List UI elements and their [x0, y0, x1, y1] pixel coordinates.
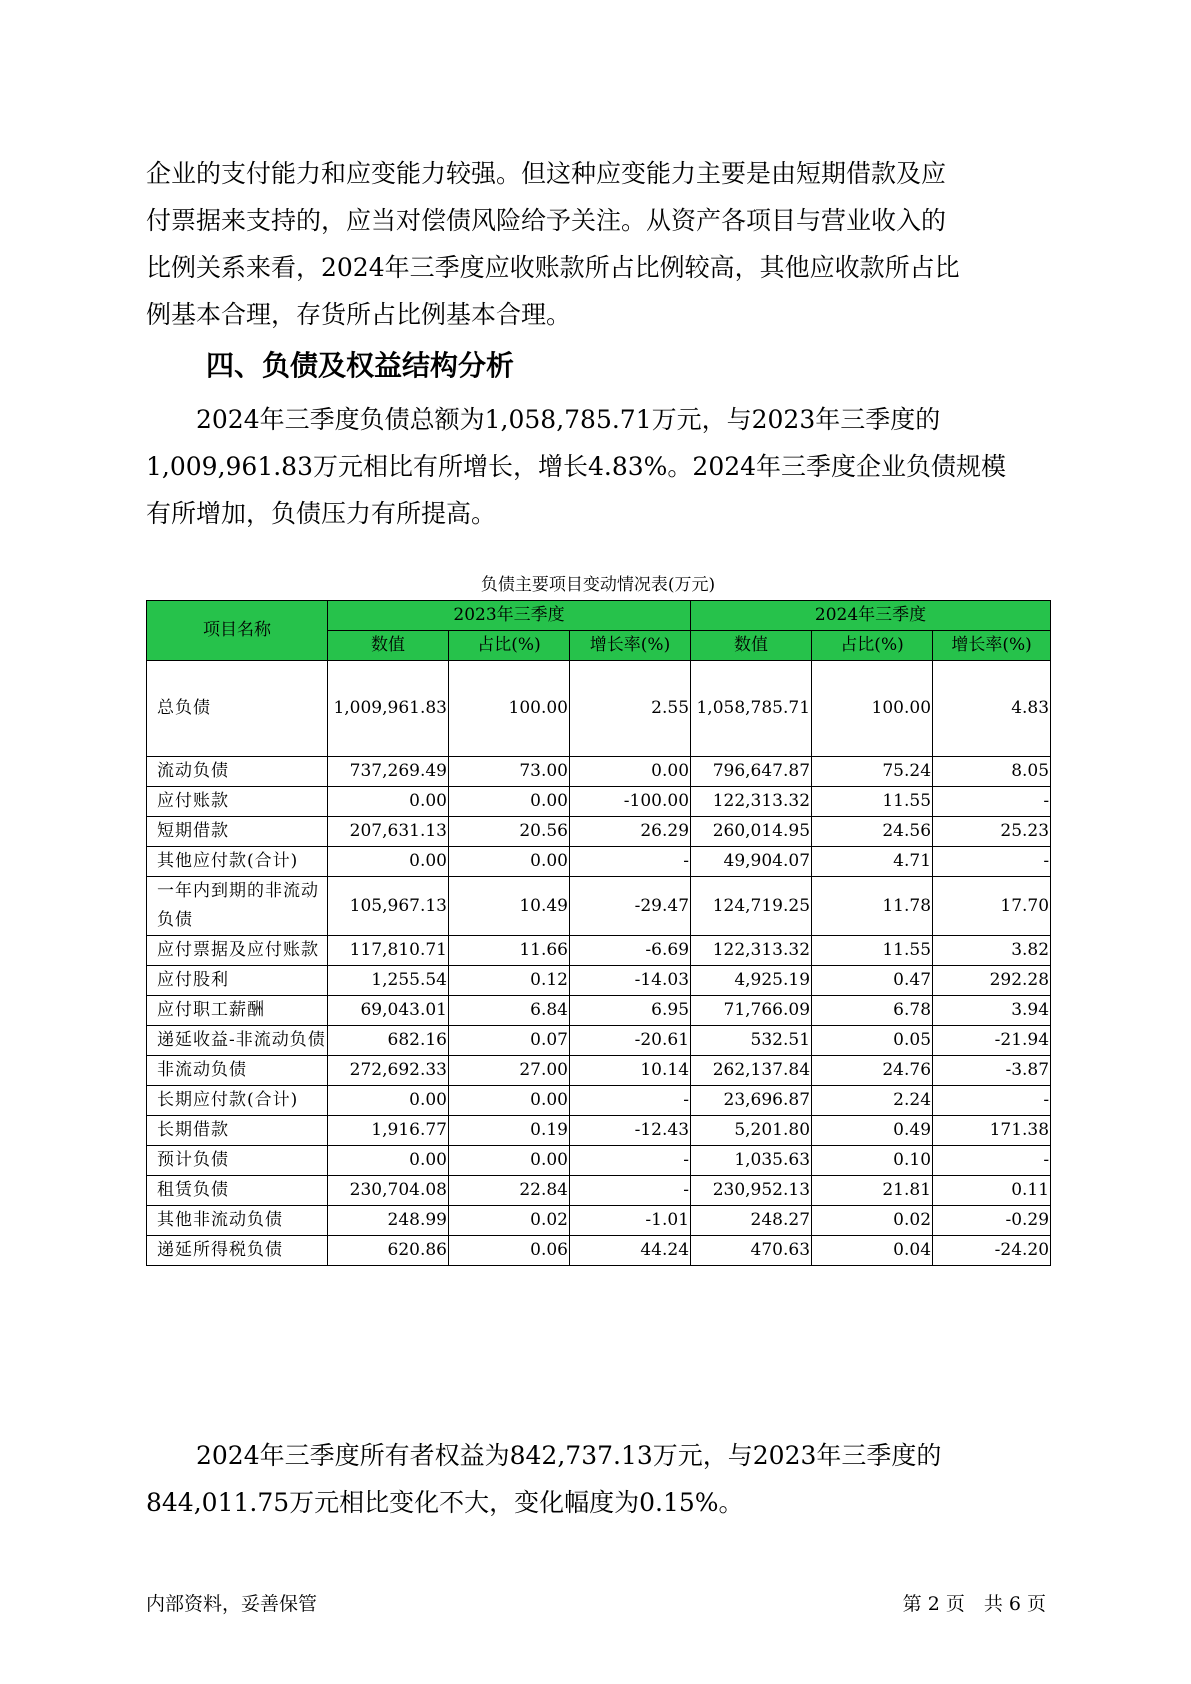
table-body — [147, 661, 1051, 1266]
cell-v1: 1,255.54 — [328, 966, 449, 996]
cell-v1: 248.99 — [328, 1206, 449, 1236]
cell-g1: - — [570, 1176, 691, 1206]
cell-g1: 0.00 — [570, 757, 691, 787]
cell-p1: 27.00 — [449, 1056, 570, 1086]
cell-v1: 620.86 — [328, 1236, 449, 1266]
table-row — [147, 1146, 1051, 1176]
text-line: 企业的支付能力和应变能力较强。但这种应变能力主要是由短期借款及应 — [146, 159, 947, 188]
cell-g1: - — [570, 1146, 691, 1176]
row-item-name: 递延所得税负债 — [147, 1236, 328, 1266]
cell-g2: 17.70 — [933, 877, 1051, 936]
cell-g2: 3.94 — [933, 996, 1051, 1026]
cell-p2: 0.47 — [812, 966, 933, 996]
cell-v1: 682.16 — [328, 1026, 449, 1056]
cell-v1: 207,631.13 — [328, 817, 449, 847]
cell-v2: 260,014.95 — [691, 817, 812, 847]
row-item-name: 预计负债 — [147, 1146, 328, 1176]
cell-p1: 11.66 — [449, 936, 570, 966]
cell-p2: 6.78 — [812, 996, 933, 1026]
cell-p2: 21.81 — [812, 1176, 933, 1206]
cell-p2: 2.24 — [812, 1086, 933, 1116]
cell-v1: 737,269.49 — [328, 757, 449, 787]
cell-g1: -12.43 — [570, 1116, 691, 1146]
cell-v1: 0.00 — [328, 847, 449, 877]
row-item-name: 短期借款 — [147, 817, 328, 847]
table-row — [147, 787, 1051, 817]
header-share: 占比(%) — [449, 631, 570, 661]
cell-v2: 230,952.13 — [691, 1176, 812, 1206]
cell-v1: 0.00 — [328, 1086, 449, 1116]
row-item-name: 应付股利 — [147, 966, 328, 996]
row-item-name: 应付账款 — [147, 787, 328, 817]
header-item-name: 项目名称 — [147, 601, 328, 661]
cell-p1: 6.84 — [449, 996, 570, 1026]
cell-g2: 3.82 — [933, 936, 1051, 966]
table-row — [147, 966, 1051, 996]
row-item-name: 非流动负债 — [147, 1056, 328, 1086]
cell-v2: 470.63 — [691, 1236, 812, 1266]
cell-g2: -24.20 — [933, 1236, 1051, 1266]
text-line: 844,011.75万元相比变化不大，变化幅度为0.15%。 — [146, 1488, 744, 1517]
cell-g2: -21.94 — [933, 1026, 1051, 1056]
cell-g1: -6.69 — [570, 936, 691, 966]
cell-p2: 11.78 — [812, 877, 933, 936]
cell-g1: -100.00 — [570, 787, 691, 817]
cell-v2: 5,201.80 — [691, 1116, 812, 1146]
row-item-name: 递延收益-非流动负债 — [147, 1026, 328, 1056]
cell-p2: 0.49 — [812, 1116, 933, 1146]
header-value: 数值 — [691, 631, 812, 661]
cell-p1: 0.00 — [449, 1146, 570, 1176]
cell-p1: 73.00 — [449, 757, 570, 787]
cell-g1: 10.14 — [570, 1056, 691, 1086]
table-row — [147, 936, 1051, 966]
cell-g1: 44.24 — [570, 1236, 691, 1266]
table-row — [147, 1206, 1051, 1236]
table-caption: 负债主要项目变动情况表(万元) — [480, 575, 716, 595]
cell-v1: 0.00 — [328, 1146, 449, 1176]
cell-v1: 1,916.77 — [328, 1116, 449, 1146]
cell-p2: 0.10 — [812, 1146, 933, 1176]
cell-g2: 0.11 — [933, 1176, 1051, 1206]
text-line: 2024年三季度负债总额为1,058,785.71万元，与2023年三季度的 — [146, 405, 941, 434]
liability-paragraph — [146, 396, 1046, 537]
row-item-name: 应付职工薪酬 — [147, 996, 328, 1026]
cell-p2: 11.55 — [812, 936, 933, 966]
cell-g1: -14.03 — [570, 966, 691, 996]
text-line: 付票据来支持的，应当对偿债风险给予关注。从资产各项目与营业收入的 — [146, 206, 947, 235]
row-item-name: 长期借款 — [147, 1116, 328, 1146]
cell-p1: 10.49 — [449, 877, 570, 936]
table-row — [147, 1086, 1051, 1116]
text-line: 例基本合理，存货所占比例基本合理。 — [146, 300, 572, 329]
cell-v2: 248.27 — [691, 1206, 812, 1236]
cell-g1: 2.55 — [570, 661, 691, 757]
cell-v1: 105,967.13 — [328, 877, 449, 936]
table-row — [147, 1116, 1051, 1146]
row-item-name: 租赁负债 — [147, 1176, 328, 1206]
cell-g2: - — [933, 1146, 1051, 1176]
row-item-name: 一年内到期的非流动负债 — [147, 877, 328, 936]
cell-v1: 69,043.01 — [328, 996, 449, 1026]
cell-g2: 292.28 — [933, 966, 1051, 996]
cell-p2: 24.76 — [812, 1056, 933, 1086]
liability-table — [146, 600, 1051, 1266]
cell-v1: 230,704.08 — [328, 1176, 449, 1206]
row-item-name: 其他非流动负债 — [147, 1206, 328, 1236]
intro-paragraph — [146, 150, 1046, 338]
table-row — [147, 996, 1051, 1026]
cell-g1: -20.61 — [570, 1026, 691, 1056]
cell-g2: - — [933, 1086, 1051, 1116]
cell-v1: 1,009,961.83 — [328, 661, 449, 757]
cell-p2: 4.71 — [812, 847, 933, 877]
table-row — [147, 1056, 1051, 1086]
text-line: 1,009,961.83万元相比有所增长，增长4.83%。2024年三季度企业负债规模 — [146, 452, 1007, 481]
cell-p1: 0.00 — [449, 787, 570, 817]
table-row — [147, 1026, 1051, 1056]
cell-g2: - — [933, 787, 1051, 817]
cell-p1: 0.02 — [449, 1206, 570, 1236]
cell-v2: 124,719.25 — [691, 877, 812, 936]
cell-v2: 23,696.87 — [691, 1086, 812, 1116]
cell-p2: 100.00 — [812, 661, 933, 757]
row-item-name: 其他应付款(合计) — [147, 847, 328, 877]
cell-p2: 75.24 — [812, 757, 933, 787]
table-row — [147, 817, 1051, 847]
cell-v1: 272,692.33 — [328, 1056, 449, 1086]
table-row — [147, 1236, 1051, 1266]
row-item-name: 流动负债 — [147, 757, 328, 787]
cell-p1: 22.84 — [449, 1176, 570, 1206]
row-item-name: 总负债 — [147, 661, 328, 757]
header-growth: 增长率(%) — [933, 631, 1051, 661]
header-growth: 增长率(%) — [570, 631, 691, 661]
text-line: 有所增加，负债压力有所提高。 — [146, 499, 497, 528]
cell-g2: 8.05 — [933, 757, 1051, 787]
cell-p1: 0.06 — [449, 1236, 570, 1266]
cell-v2: 1,035.63 — [691, 1146, 812, 1176]
cell-p1: 0.00 — [449, 847, 570, 877]
table-row — [147, 661, 1051, 757]
cell-v2: 796,647.87 — [691, 757, 812, 787]
cell-g2: 4.83 — [933, 661, 1051, 757]
footer-left: 内部资料，妥善保管 — [146, 1593, 318, 1615]
cell-g2: - — [933, 847, 1051, 877]
cell-v2: 122,313.32 — [691, 787, 812, 817]
cell-g1: 6.95 — [570, 996, 691, 1026]
table-row — [147, 1176, 1051, 1206]
header-value: 数值 — [328, 631, 449, 661]
footer-page-number: 第 2 页 共 6 页 — [902, 1593, 1046, 1615]
table-row — [147, 757, 1051, 787]
cell-p1: 0.07 — [449, 1026, 570, 1056]
cell-p1: 20.56 — [449, 817, 570, 847]
cell-v2: 71,766.09 — [691, 996, 812, 1026]
cell-v2: 122,313.32 — [691, 936, 812, 966]
cell-p1: 0.19 — [449, 1116, 570, 1146]
cell-p2: 0.05 — [812, 1026, 933, 1056]
cell-p1: 0.00 — [449, 1086, 570, 1116]
table-row — [147, 847, 1051, 877]
cell-p2: 24.56 — [812, 817, 933, 847]
cell-v2: 49,904.07 — [691, 847, 812, 877]
cell-g1: - — [570, 1086, 691, 1116]
cell-g2: 25.23 — [933, 817, 1051, 847]
cell-v1: 0.00 — [328, 787, 449, 817]
cell-p2: 0.02 — [812, 1206, 933, 1236]
header-period-2023: 2023年三季度 — [328, 601, 691, 631]
cell-g2: 171.38 — [933, 1116, 1051, 1146]
cell-v2: 532.51 — [691, 1026, 812, 1056]
cell-v2: 4,925.19 — [691, 966, 812, 996]
header-share: 占比(%) — [812, 631, 933, 661]
cell-p1: 0.12 — [449, 966, 570, 996]
cell-g1: - — [570, 847, 691, 877]
cell-p1: 100.00 — [449, 661, 570, 757]
row-item-name: 长期应付款(合计) — [147, 1086, 328, 1116]
cell-v1: 117,810.71 — [328, 936, 449, 966]
cell-p2: 0.04 — [812, 1236, 933, 1266]
equity-paragraph — [146, 1432, 1046, 1526]
cell-g1: -29.47 — [570, 877, 691, 936]
header-period-2024: 2024年三季度 — [691, 601, 1051, 631]
text-line: 2024年三季度所有者权益为842,737.13万元，与2023年三季度的 — [146, 1441, 942, 1470]
table-row — [147, 877, 1051, 936]
cell-v2: 262,137.84 — [691, 1056, 812, 1086]
cell-p2: 11.55 — [812, 787, 933, 817]
row-item-name: 应付票据及应付账款 — [147, 936, 328, 966]
cell-g1: -1.01 — [570, 1206, 691, 1236]
cell-v2: 1,058,785.71 — [691, 661, 812, 757]
text-line: 比例关系来看，2024年三季度应收账款所占比例较高，其他应收款所占比 — [146, 253, 960, 282]
section-heading: 四、负债及权益结构分析 — [206, 349, 515, 382]
cell-g2: -0.29 — [933, 1206, 1051, 1236]
cell-g1: 26.29 — [570, 817, 691, 847]
cell-g2: -3.87 — [933, 1056, 1051, 1086]
